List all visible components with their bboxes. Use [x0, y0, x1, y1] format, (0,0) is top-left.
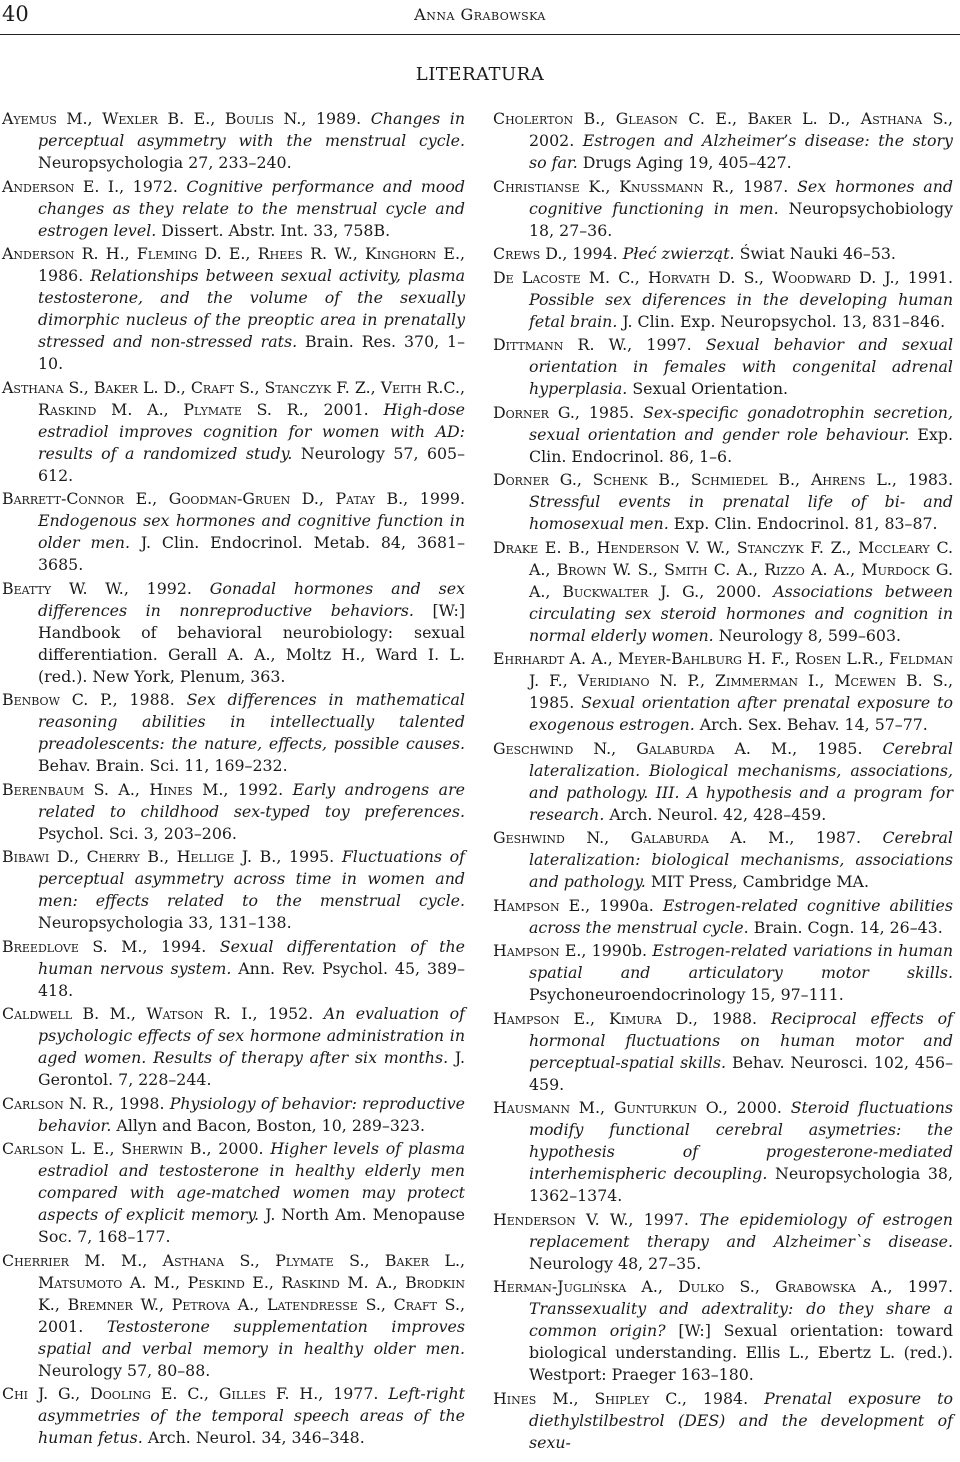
- reference-authors: Beatty W. W.: [2, 578, 124, 598]
- reference-year: , 2000.: [722, 1098, 791, 1117]
- references-right-column: [493, 108, 953, 1455]
- reference-entry: [2, 936, 465, 1002]
- reference-title: Relationships between sexual activity, plasma testosterone, and the volume of the sexually dimorphic nucleus of the preoptic area in prenatally stressed and non-stressed rats.: [38, 266, 465, 351]
- reference-authors: Hampson E.: [493, 941, 582, 960]
- reference-year: , 2001.: [303, 399, 384, 419]
- reference-year: , 2000.: [699, 581, 774, 601]
- reference-entry: [493, 1388, 953, 1454]
- reference-authors: Carlson N. R.: [2, 1093, 109, 1113]
- reference-entry: [2, 779, 465, 845]
- reference-title: Higher levels of plasma estradiol and testosterone in healthy elderly men compared with age-matched women may protect aspects of explicit memory.: [38, 1139, 465, 1224]
- reference-title: Associations between circulating sex steroid hormones and cognition in normal elderly women.: [529, 581, 953, 645]
- reference-source: Allyn and Bacon, Boston, 10, 289–323.: [111, 1115, 426, 1135]
- reference-authors: Barrett-Connor E., Goodman-Gruen D., Patay B.: [2, 489, 404, 508]
- reference-source: J. Clin. Exp. Neuropsychol. 13, 831–846.: [617, 311, 946, 331]
- reference-source: Dissert. Abstr. Int. 33, 758B.: [156, 220, 391, 240]
- page-number: 40: [2, 2, 29, 26]
- running-author: Anna Grabowska: [414, 5, 546, 24]
- reference-year: , 1988.: [692, 1008, 771, 1028]
- reference-source: Behav. Brain. Sci. 11, 169–232.: [38, 756, 288, 775]
- references-left-column: [2, 108, 465, 1451]
- reference-year: , 2002.: [529, 109, 953, 150]
- reference-title: An evaluation of psychologic effects of sex hormone administration in aged women. Results of therapy after six months.: [38, 1004, 465, 1067]
- reference-source: Neurology 57, 605–612.: [38, 443, 465, 485]
- reference-title: Left-right asymmetries of the temporal speech areas of the human fetus.: [38, 1384, 465, 1447]
- reference-year: , 1994.: [142, 936, 220, 956]
- reference-authors: Cholerton B., Gleason C. E., Baker L. D., Asthana S.: [493, 109, 948, 128]
- reference-source: Ann. Rev. Psychol. 45, 389–418.: [38, 958, 465, 1000]
- reference-title: Reciprocal effects of hormonal fluctuations on human motor and perceptual-spatial skills.: [529, 1008, 953, 1072]
- reference-year: , 1986.: [38, 244, 465, 285]
- reference-year: , 1989.: [301, 109, 371, 128]
- reference-title: Cerebral lateralization: biological mechanisms, associations and pathology.: [529, 828, 953, 891]
- reference-year: , 1985.: [529, 671, 953, 712]
- reference-source: Psychol. Sci. 3, 203–206.: [38, 823, 237, 843]
- reference-authors: Anderson R. H., Fleming D. E., Rhees R. W., Kinghorn E.: [2, 244, 460, 263]
- reference-entry: [493, 176, 953, 242]
- reference-year: , 1992.: [123, 578, 210, 598]
- reference-title: Sex differences in mathematical reasoning abilities in intellectually talented preadolescents: the nature, effects, possible causes.: [38, 690, 465, 753]
- reference-authors: Caldwell B. M., Watson R. I.: [2, 1004, 253, 1023]
- reference-source: J. Gerontol. 7, 228–244.: [38, 1048, 465, 1089]
- reference-entry: [2, 243, 465, 375]
- reference-entry: [493, 469, 953, 535]
- reference-entry: [2, 578, 465, 688]
- running-head: [0, 0, 960, 35]
- reference-entry: [493, 940, 953, 1006]
- reference-entry: [2, 176, 465, 242]
- reference-year: , 1972.: [119, 176, 187, 196]
- reference-year: , 1987.: [729, 176, 798, 196]
- reference-source: Arch. Sex. Behav. 14, 57–77.: [694, 715, 928, 734]
- reference-source: Neurology 8, 599–603.: [713, 625, 902, 645]
- reference-entry: [2, 488, 465, 576]
- reference-authors: Breedlove S. M.: [2, 936, 143, 956]
- reference-title: Sexual behavior and sexual orientation in females with congenital adrenal hyperplasia.: [529, 335, 953, 398]
- reference-title: High-dose estradiol improves cognition for women with AD: results of a randomized study.: [38, 399, 465, 463]
- reference-source: Brain. Cogn. 14, 26–43.: [748, 917, 943, 937]
- reference-authors: Hampson E., Kimura D.: [493, 1008, 693, 1028]
- reference-source: Exp. Clin. Endocrinol. 81, 83–87.: [668, 514, 938, 533]
- reference-entry: [493, 1097, 953, 1207]
- reference-source: Neuropsychologia 38, 1362–1374.: [529, 1164, 953, 1205]
- reference-source: Neurology 48, 27–35.: [529, 1253, 702, 1273]
- reference-authors: Carlson L. E., Sherwin B.: [2, 1139, 207, 1158]
- reference-source: Drugs Aging 19, 405–427.: [577, 153, 792, 172]
- reference-year: , 1997.: [628, 1209, 700, 1229]
- reference-source: Arch. Neurol. 42, 428–459.: [604, 804, 827, 824]
- reference-authors: Geschwind N., Galaburda A. M.: [493, 738, 793, 758]
- reference-year: , 1985.: [792, 738, 883, 758]
- reference-authors: Anderson E. I.: [2, 176, 120, 196]
- reference-source: Psychoneuroendocrinology 15, 97–111.: [529, 985, 844, 1004]
- reference-authors: Asthana S., Baker L. D., Craft S., Stanczyk F. Z., Veith R.C., Raskind M. A., Plymate S. R.: [2, 377, 465, 419]
- reference-entry: [2, 1003, 465, 1091]
- reference-authors: Dittmann R. W.: [493, 335, 628, 354]
- reference-authors: Herman-Juglińska A., Dulko S., Grabowska A.: [493, 1277, 888, 1296]
- reference-year: , 1994.: [562, 244, 623, 263]
- reference-title: Physiology of behavior: reproductive behavior.: [38, 1093, 465, 1135]
- reference-entry: [2, 108, 465, 174]
- reference-entry: [493, 1276, 953, 1386]
- reference-year: , 1984.: [681, 1388, 765, 1408]
- reference-title: Endogenous sex hormones and cognitive function in older men.: [38, 511, 465, 552]
- reference-source: [W:] Sexual orientation: toward biological understanding. Ellis L., Ebertz L. (red.). Westport: Praeger 163–180.: [529, 1321, 953, 1384]
- reference-title: Early androgens are related to childhood sex-typed toy preferences.: [38, 779, 465, 821]
- reference-entry: [493, 827, 953, 893]
- reference-title: Sex hormones and cognitive functioning in men.: [529, 176, 954, 218]
- reference-source: Neurology 57, 80–88.: [38, 1360, 211, 1380]
- reference-entry: [493, 267, 953, 333]
- reference-title: Estrogen and Alzheimer’s disease: the story so far.: [529, 131, 953, 172]
- reference-entry: [493, 648, 953, 736]
- reference-year: , 1990a.: [585, 895, 663, 915]
- reference-source: J. North Am. Menopause Soc. 7, 168–177.: [38, 1205, 465, 1246]
- reference-year: , 2001.: [38, 1294, 465, 1336]
- reference-year: , 1990b.: [581, 941, 653, 960]
- reference-authors: Crews D.: [493, 244, 563, 263]
- reference-entry: [493, 1008, 953, 1096]
- reference-title: Estrogen-related variations in human spatial and articulatory motor skills.: [529, 941, 954, 982]
- reference-year: , 1977.: [318, 1384, 389, 1403]
- reference-title: Steroid fluctuations modify functional cerebral asymetries: the hypothesis of progesterone-mediated interhemispheric decoupling.: [529, 1098, 953, 1183]
- reference-entry: [2, 1383, 465, 1449]
- reference-title: Gonadal hormones and sex differences in nonreproductive behaviors.: [38, 578, 466, 620]
- reference-entry: [493, 402, 953, 468]
- reference-authors: Chi J. G., Dooling E. C., Gilles F. H.: [2, 1384, 319, 1403]
- reference-authors: Dorner G.: [493, 402, 575, 422]
- reference-authors: De Lacoste M. C., Horvath D. S., Woodward D. J.: [493, 267, 895, 287]
- reference-authors: Bibawi D., Cherry B., Hellige J. B.: [2, 847, 277, 866]
- reference-authors: Geshwind N., Galaburda A. M.: [493, 828, 790, 847]
- reference-authors: Hines M., Shipley C.: [493, 1388, 682, 1408]
- reference-title: Cerebral lateralization. Biological mechanisms, associations, and pathology. III. A hypothesis and a program for research.: [529, 738, 953, 824]
- reference-entry: [493, 108, 953, 174]
- reference-authors: Drake E. B., Henderson V. W., Stanczyk F. Z., Mccleary C. A., Brown W. S., Smith C. A., Rizzo A. A., Murdock G. A., Buckwalter J. G.: [493, 537, 953, 601]
- reference-title: Changes in perceptual asymmetry with the menstrual cycle.: [38, 109, 465, 150]
- reference-title: Transsexuality and adextrality: do they share a common origin?: [529, 1299, 953, 1340]
- reference-year: , 1988.: [112, 690, 187, 709]
- reference-year: , 1987.: [789, 828, 883, 847]
- reference-year: , 1952.: [252, 1004, 324, 1023]
- reference-entry: [2, 1250, 465, 1382]
- reference-entry: [493, 895, 953, 939]
- reference-year: , 1992.: [223, 779, 293, 799]
- reference-authors: Henderson V. W.: [493, 1209, 629, 1229]
- reference-entry: [493, 243, 953, 265]
- reference-authors: Dorner G., Schenk B., Schmiedel B., Ahrens L.: [493, 470, 892, 489]
- reference-authors: Hausmann M., Gunturkun O.: [493, 1098, 723, 1117]
- reference-authors: Hampson E.: [493, 895, 586, 915]
- reference-authors: Ehrhardt A. A., Meyer-Bahlburg H. F., Rosen L.R., Feldman J. F., Veridiano N. P., Zimmerman I., Mcewen B. S.: [493, 649, 953, 690]
- reference-source: Brain. Res. 370, 1–10.: [38, 332, 465, 373]
- reference-source: Exp. Clin. Endocrinol. 86, 1–6.: [529, 424, 953, 466]
- reference-entry: [2, 1138, 465, 1248]
- reference-source: Neuropsychobiology 18, 27–36.: [529, 198, 953, 240]
- reference-entry: [493, 334, 953, 400]
- reference-source: Neuropsychologia 27, 233–240.: [38, 153, 292, 172]
- reference-entry: [493, 738, 953, 826]
- reference-title: Cognitive performance and mood changes as they relate to the menstrual cycle and estrogen level.: [38, 176, 465, 240]
- reference-year: , 1999.: [403, 489, 465, 508]
- reference-title: Płeć zwierząt.: [622, 244, 735, 263]
- reference-title: Prenatal exposure to diethylstilbestrol (DES) and the development of sexu-: [529, 1388, 953, 1452]
- reference-entry: [2, 377, 465, 487]
- reference-source: Sexual Orientation.: [627, 379, 789, 398]
- reference-title: The epidemiology of estrogen replacement therapy and Alzheimer`s disease.: [529, 1209, 953, 1251]
- reference-title: Testosterone supplementation improves spatial and verbal memory in healthy older men.: [38, 1316, 465, 1358]
- reference-authors: Berenbaum S. A., Hines M.: [2, 779, 224, 799]
- reference-year: , 1997.: [627, 335, 706, 354]
- reference-authors: Benbow C. P.: [2, 690, 113, 709]
- reference-entry: [2, 1093, 465, 1137]
- reference-source: J. Clin. Endocrinol. Metab. 84, 3681–3685.: [38, 533, 465, 574]
- reference-authors: Ayemus M., Wexler B. E., Boulis N.: [2, 109, 302, 128]
- reference-source: Arch. Neurol. 34, 346–348.: [142, 1428, 365, 1447]
- reference-year: , 1995.: [276, 847, 342, 866]
- reference-year: , 1998.: [109, 1093, 170, 1113]
- reference-title: Possible sex diferences in the developing human fetal brain.: [529, 289, 953, 331]
- reference-title: Sexual differentation of the human nervous system.: [38, 936, 465, 978]
- reference-authors: Cherrier M. M., Asthana S., Plymate S., Baker L., Matsumoto A. M., Peskind E., Raskind M. A., Brodkin K., Bremner W., Petrova A., Latendresse S., Craft S.: [2, 1250, 465, 1314]
- reference-entry: [493, 1209, 953, 1275]
- section-title: LITERATURA: [415, 64, 545, 85]
- reference-title: Estrogen-related cognitive abilities across the menstrual cycle.: [529, 895, 953, 937]
- reference-year: , 1985.: [574, 402, 644, 422]
- reference-source: Behav. Neurosci. 102, 456–459.: [529, 1052, 953, 1094]
- reference-title: Sexual orientation after prenatal exposure to exogenous estrogen.: [529, 693, 954, 734]
- reference-entry: [2, 846, 465, 934]
- reference-entry: [2, 689, 465, 777]
- reference-entry: [493, 537, 953, 647]
- reference-source: Świat Nauki 46–53.: [734, 244, 896, 263]
- reference-year: , 1997.: [887, 1277, 953, 1296]
- reference-year: , 1991.: [894, 267, 953, 287]
- reference-title: Fluctuations of perceptual asymmetry across time in women and men: effects related to the menstrual cycle.: [38, 847, 465, 910]
- reference-year: , 2000.: [206, 1139, 271, 1158]
- reference-title: Sex-specific gonadotrophin secretion, sexual orientation and gender role behaviour.: [529, 402, 953, 444]
- reference-source: MIT Press, Cambridge MA.: [645, 872, 869, 891]
- reference-authors: Christianse K., Knussmann R.: [493, 176, 730, 196]
- reference-source: [W:] Handbook of behavioral neurobiology: sexual differentiation. Gerall A. A., Moltz H., Ward I. L. (red.). New York, Plenum, 363.: [38, 600, 465, 686]
- reference-year: , 1983.: [891, 470, 953, 489]
- reference-title: Stressful events in prenatal life of bi- and homosexual men.: [529, 492, 953, 533]
- reference-source: Neuropsychologia 33, 131–138.: [38, 913, 292, 932]
